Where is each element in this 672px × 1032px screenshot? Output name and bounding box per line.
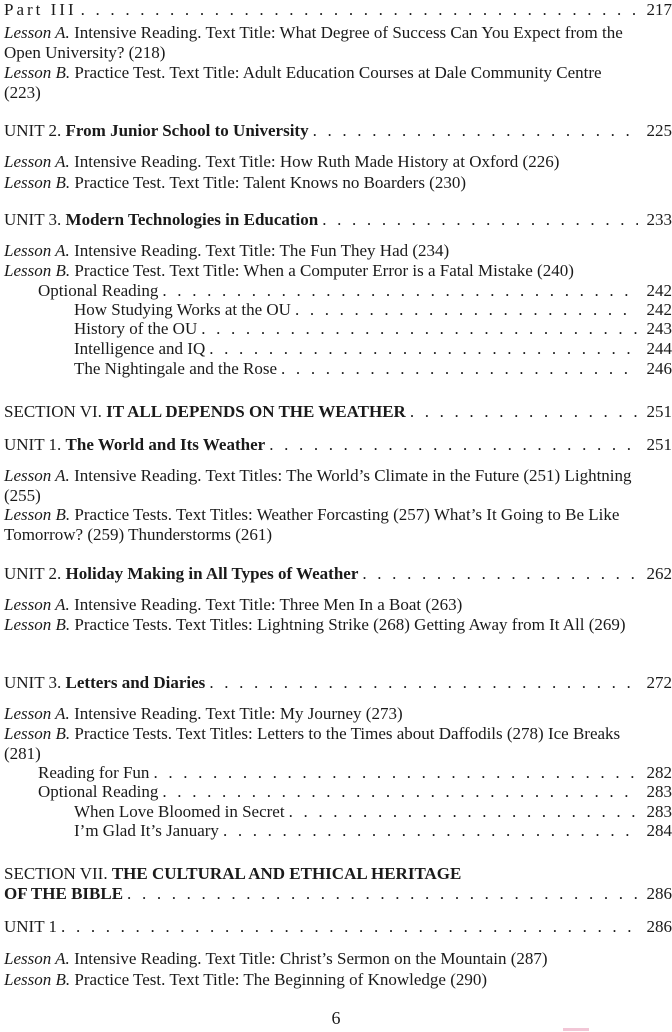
toc-entry-title [4,435,265,455]
lesson-label: Lesson B. [4,615,71,634]
toc-page-number: 283 [646,782,672,801]
toc-entry-section-7[interactable] [4,884,672,904]
toc-entry-title: Optional Reading [38,782,159,801]
lesson-text: Intensive Reading. Text Title: How Ruth Made History at Oxford (226) [69,152,560,171]
lesson-entry [4,724,634,764]
lesson-text: Practice Tests. Text Titles: Lightning Strike (268) Getting Away from It All (269) [70,615,626,634]
toc-page-number: 233 [646,210,672,229]
toc-entry-title [4,402,406,422]
section-title: THE CULTURAL AND ETHICAL HERITAGE [111,864,462,883]
lesson-entry [4,615,634,635]
section-prefix: SECTION VII. [4,864,112,883]
dot-leader [313,121,638,141]
unit-title: Letters and Diaries [65,673,206,692]
toc-entry-sub[interactable] [74,339,672,359]
lesson-text: Intensive Reading. Text Title: What Degree of Success Can You Expect from the Open University? (218) [4,23,623,62]
lesson-entry [4,970,634,990]
toc-entry-title [4,884,123,904]
toc-entry-title: Optional Reading [38,281,159,300]
toc-page-number: 244 [646,339,672,358]
unit-title: Holiday Making in All Types of Weather [65,564,359,583]
toc-entry-part-3[interactable] [4,0,672,20]
page-number: 6 [331,1008,341,1028]
lesson-entry [4,505,634,545]
lesson-text: Practice Test. Text Title: When a Computer Error is a Fatal Mistake (240) [70,261,574,280]
toc-page-number: 242 [646,300,672,319]
lesson-label: Lesson B. [4,724,71,743]
toc-entry-title: Part III [4,0,77,19]
dot-leader [61,917,638,937]
lesson-label: Lesson B. [4,173,71,192]
dot-leader [289,802,638,822]
dot-leader [223,821,638,841]
toc-entry-title [4,673,205,693]
dot-leader [209,673,638,693]
toc-entry-sub[interactable] [74,802,672,822]
lesson-text: Practice Test. Text Title: Adult Education Courses at Dale Community Centre (223) [4,63,602,102]
dot-leader [281,359,638,379]
unit-title: Modern Technologies in Education [65,210,319,229]
toc-entry-title: I’m Glad It’s January [74,821,219,840]
toc-page-number: 251 [646,402,672,421]
toc-entry-title: The Nightingale and the Rose [74,359,278,378]
toc-entry-title: Reading for Fun [38,763,150,782]
dot-leader [410,402,638,422]
toc-page-number: 217 [646,0,672,19]
unit-prefix: UNIT 2. [4,121,66,140]
toc-entry-sub[interactable] [74,821,672,841]
lesson-entry [4,63,634,103]
toc-entry-unit-3[interactable] [4,210,672,230]
toc-entry-title [4,210,318,230]
margin-mark [563,1028,589,1031]
dot-leader [162,281,638,301]
dot-leader [269,435,638,455]
dot-leader [127,884,638,904]
toc-entry-section-7-unit-1[interactable] [4,917,672,937]
unit-title: The World and Its Weather [65,435,266,454]
lesson-text: Intensive Reading. Text Title: My Journey (273) [69,704,403,723]
toc-entry-reading-for-fun[interactable] [38,763,672,783]
section-title: IT ALL DEPENDS ON THE WEATHER [106,402,406,421]
toc-page-number: 242 [646,281,672,300]
lesson-text: Intensive Reading. Text Title: The Fun They Had (234) [69,241,450,260]
toc-entry-section-6-unit-1[interactable] [4,435,672,455]
toc-entry-sub[interactable] [74,319,672,339]
lesson-label: Lesson B. [4,261,71,280]
lesson-label: Lesson B. [4,505,71,524]
lesson-label: Lesson A. [4,152,70,171]
toc-page-number: 225 [646,121,672,140]
toc-entry-sub[interactable] [74,300,672,320]
toc-page-number: 284 [646,821,672,840]
unit-prefix: UNIT 3. [4,210,66,229]
toc-entry-title: Intelligence and IQ [74,339,206,358]
lesson-entry [4,595,634,615]
lesson-entry [4,241,634,261]
lesson-text: Practice Test. Text Title: The Beginning of Knowledge (290) [70,970,488,989]
unit-prefix: UNIT 3. [4,673,66,692]
lesson-entry [4,466,634,506]
lesson-label: Lesson A. [4,241,70,260]
toc-entry-optional-reading[interactable] [38,782,672,802]
toc-page-number: 243 [646,319,672,338]
lesson-text: Intensive Reading. Text Title: Christ’s Sermon on the Mountain (287) [69,949,548,968]
lesson-entry [4,949,634,969]
toc-entry-title [4,564,358,584]
toc-page-number: 272 [646,673,672,692]
lesson-label: Lesson A. [4,595,70,614]
unit-title: From Junior School to University [65,121,309,140]
dot-leader [81,0,638,20]
lesson-label: Lesson B. [4,63,71,82]
toc-entry-section-6-unit-3[interactable] [4,673,672,693]
toc-page-number: 286 [646,917,672,936]
toc-entry-unit-2[interactable] [4,121,672,141]
dot-leader [362,564,638,584]
toc-entry-title: How Studying Works at the OU [74,300,291,319]
toc-entry-sub[interactable] [74,359,672,379]
section-title-continued: OF THE BIBLE [4,884,124,903]
lesson-entry [4,173,634,193]
toc-page-number: 246 [646,359,672,378]
unit-prefix: UNIT 1. [4,435,66,454]
toc-entry-title [4,121,309,141]
toc-page-number: 286 [646,884,672,903]
toc-page-number: 283 [646,802,672,821]
dot-leader [162,782,638,802]
toc-page-number: 251 [646,435,672,454]
lesson-label: Lesson A. [4,949,70,968]
lesson-label: Lesson A. [4,466,70,485]
section-7-heading-line-1 [4,864,672,884]
lesson-label: Lesson A. [4,704,70,723]
toc-entry-title: UNIT 1 [4,917,58,936]
toc-entry-section-6[interactable] [4,402,672,422]
lesson-label: Lesson A. [4,23,70,42]
lesson-entry [4,704,634,724]
lesson-text: Practice Tests. Text Titles: Letters to the Times about Daffodils (278) Ice Breaks (281) [4,724,621,763]
lesson-text: Intensive Reading. Text Titles: The World’s Climate in the Future (251) Lightning (255) [4,466,632,505]
lesson-entry [4,152,634,172]
lesson-text: Practice Test. Text Title: Talent Knows no Boarders (230) [70,173,467,192]
lesson-entry [4,261,634,281]
toc-entry-optional-reading[interactable] [38,281,672,301]
toc-page-number: 282 [646,763,672,782]
toc-entry-title: When Love Bloomed in Secret [74,802,285,821]
dot-leader [322,210,638,230]
lesson-text: Practice Tests. Text Titles: Weather Forcasting (257) What’s It Going to Be Like Tomorrow? (259) Thunderstorms (261) [4,505,620,544]
lesson-text: Intensive Reading. Text Title: Three Men In a Boat (263) [69,595,463,614]
dot-leader [153,763,638,783]
dot-leader [201,319,638,339]
toc-page-number: 262 [646,564,672,583]
toc-entry-title: History of the OU [74,319,198,338]
toc-entry-section-6-unit-2[interactable] [4,564,672,584]
lesson-label: Lesson B. [4,970,71,989]
unit-prefix: UNIT 2. [4,564,66,583]
section-prefix: SECTION VI. [4,402,107,421]
dot-leader [209,339,638,359]
dot-leader [295,300,638,320]
lesson-entry [4,23,634,63]
